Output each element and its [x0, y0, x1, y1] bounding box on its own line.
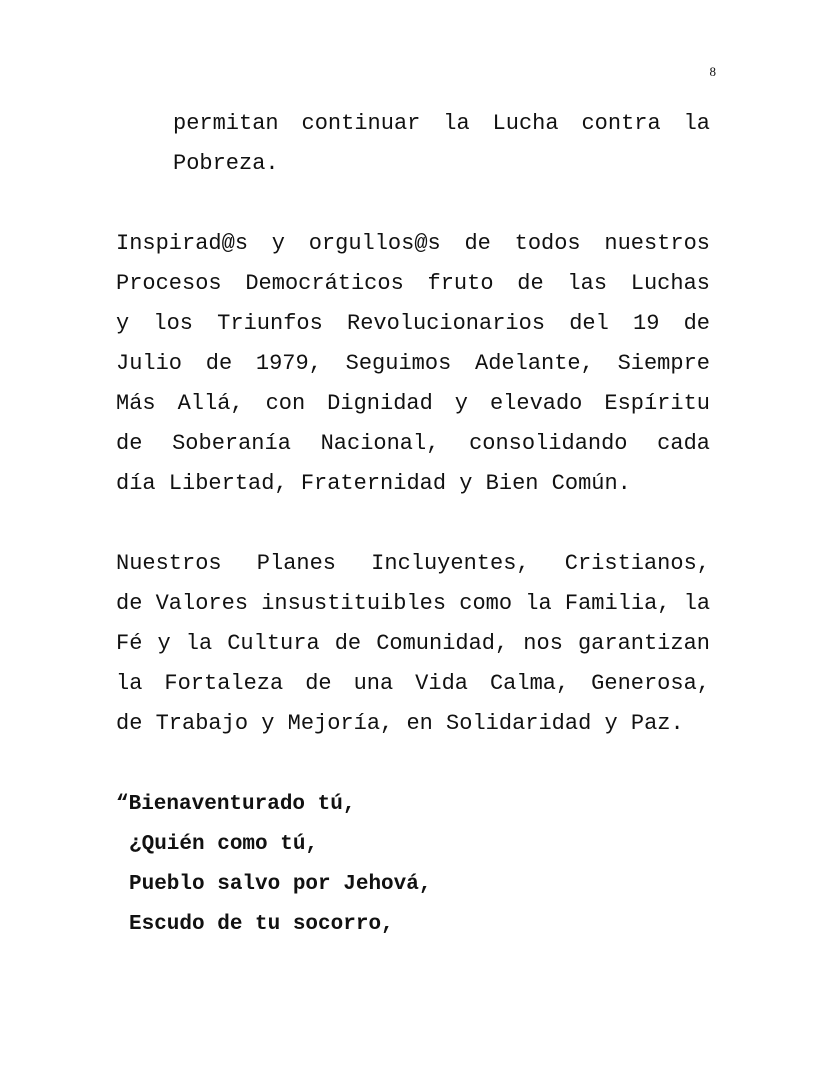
quote-line: Escudo de tu socorro, [129, 913, 394, 936]
paragraph-line: Fé y la Cultura de Comunidad, nos garantizan [116, 631, 710, 656]
paragraph-line: de Valores insustituibles como la Familia, la [116, 591, 711, 616]
paragraph-line: Procesos Democráticos fruto de las Luchas [116, 271, 710, 296]
paragraph-line: Más Allá, con Dignidad y elevado Espíritu [116, 391, 710, 416]
paragraph-line: Pobreza. [173, 151, 279, 176]
paragraph-line: y los Triunfos Revolucionarios del 19 de [116, 311, 710, 336]
quote-line: Pueblo salvo por Jehová, [129, 873, 432, 896]
quote-line: ¿Quién como tú, [129, 833, 319, 856]
page-number: 8 [709, 64, 716, 79]
paragraph-line: de Soberanía Nacional, consolidando cada [116, 431, 710, 456]
paragraph-line: Julio de 1979, Seguimos Adelante, Siempre [116, 351, 710, 376]
paragraph-line: de Trabajo y Mejoría, en Solidaridad y Paz. [116, 711, 684, 736]
paragraph-line: la Fortaleza de una Vida Calma, Generosa, [116, 671, 710, 696]
quote-line: “Bienaventurado tú, [116, 793, 356, 816]
paragraph-line: permitan continuar la Lucha contra la [173, 111, 710, 136]
paragraph-line: Nuestros Planes Incluyentes, Cristianos, [116, 551, 710, 576]
paragraph-line: Inspirad@s y orgullos@s de todos nuestros [116, 231, 710, 256]
paragraph-line: día Libertad, Fraternidad y Bien Común. [116, 471, 631, 496]
